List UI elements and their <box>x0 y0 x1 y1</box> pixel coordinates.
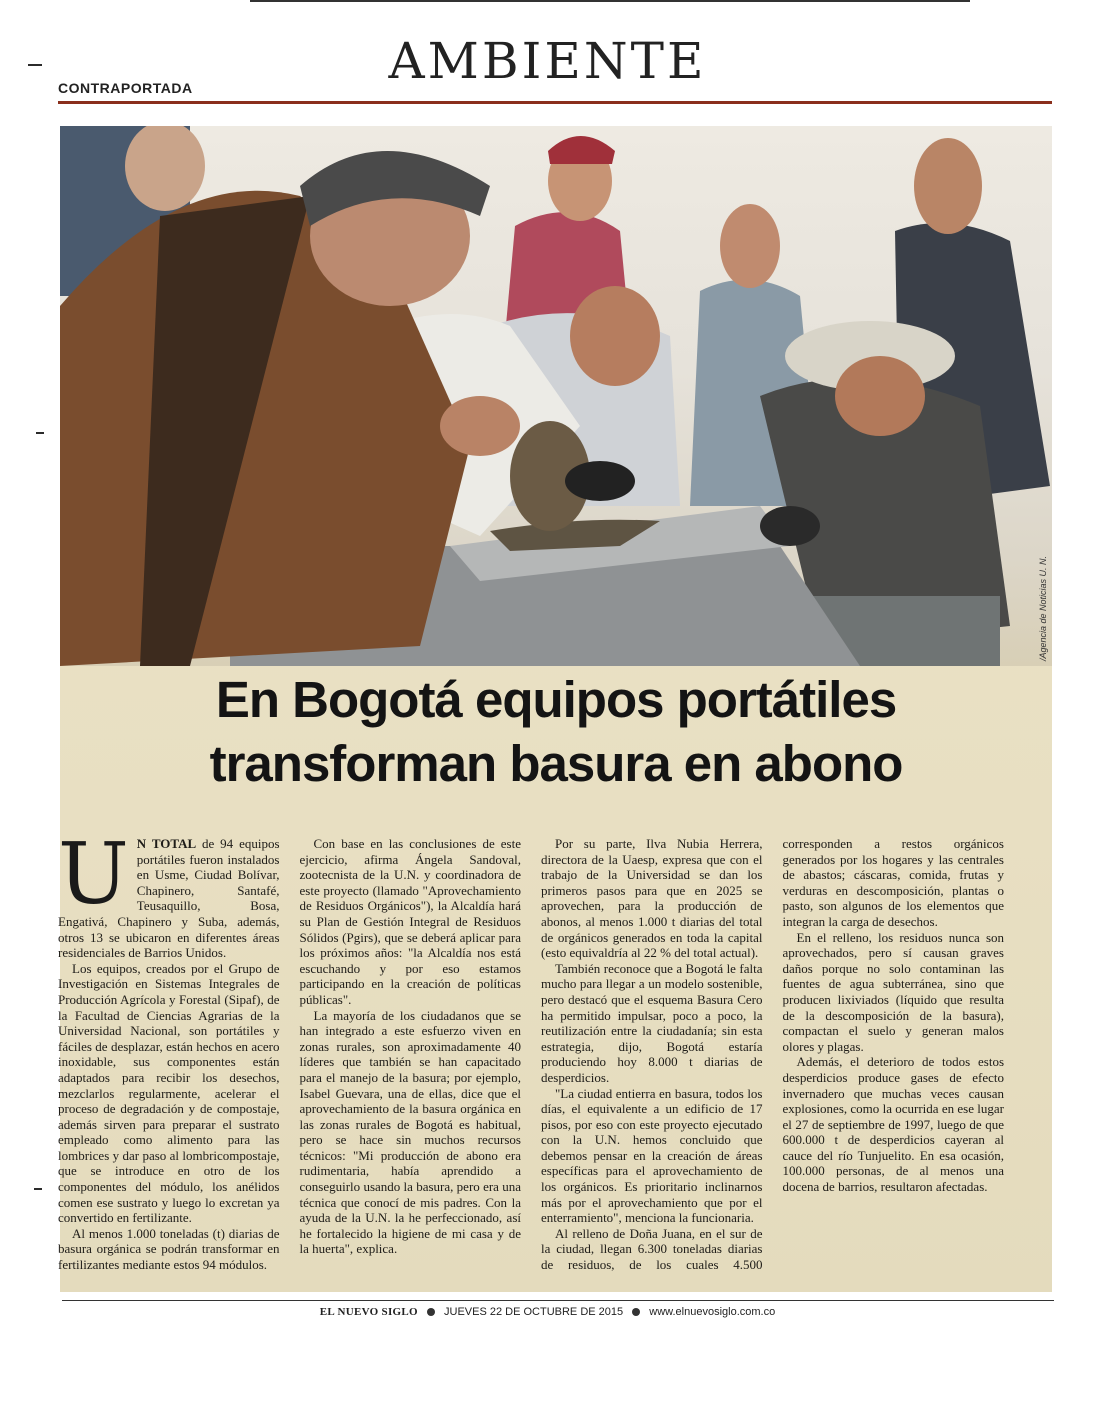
scan-mark <box>36 432 44 434</box>
footer-rule <box>62 1300 1054 1301</box>
woman-glasses-face <box>570 286 660 386</box>
body-paragraph: "La ciudad entierra en basura, todos los días, el equivalente a un edificio de 17 pisos, por eso con este proyecto ejecutado con la U.N. hemos concluido que debemos pensar en la creación de áreas específicas para el aprovechamiento de los orgánicos. Es prioritario inclinarnos más por el aprovechamiento que por el enterramiento", menciona la funcionaria. <box>541 1085 763 1226</box>
newspaper-brand: EL NUEVO SIGLO <box>319 1306 418 1318</box>
section-title: AMBIENTE <box>388 32 707 90</box>
dropcap: U <box>58 825 129 923</box>
headline-line: En Bogotá equipos portátiles <box>215 671 897 728</box>
headline-line: transforman basura en abono <box>209 735 903 792</box>
body-paragraph: Al menos 1.000 toneladas (t) diarias de basura orgánica se podrán transformar en fertilizantes mediante estos 94 módulos. <box>58 1225 280 1273</box>
lead-text: de 94 equipos portátiles fueron instalados en Usme, Ciudad Bolívar, Chapinero, Santafé, Teusaquillo, Bosa, Engativá, Chapinero y Suba, además, otros 13 se ubicaron en diferentes áreas residenciales de Barrios Unidos. <box>58 836 280 961</box>
headline <box>60 668 1052 796</box>
body-paragraph: Con base en las conclusiones de este ejercicio, afirma Ángela Sandoval, zootecnista de la U.N. y coordinadora de este proyecto (llamado "Aprovechamiento de Residuos Orgánicos"), la Alcaldía hará su Plan de Gestión Integral de Residuos Sólidos (Pgirs), que se deberá aplicar para los próximos años: "la Alcaldía nos está escuchando y por eso estamos participando en la creación de políticas públicas". <box>299 836 521 1007</box>
man-hand <box>440 396 520 456</box>
section-label: CONTRAPORTADA <box>58 80 193 96</box>
helmet <box>548 136 615 164</box>
article-photo <box>60 126 1052 666</box>
top-rule <box>250 0 970 2</box>
man-hat-face <box>835 356 925 436</box>
body-paragraph: Además, el deterioro de todos estos desperdicios produce gases de efecto invernadero que muchas veces causan explosiones, como la ocurrida en ese lugar el 27 de septiembre de 1997, luego de que 600.000 t de desperdicios cayeran al cauce del río Tunjuelito. En esa ocasión, 100.000 personas, de al menos una docena de barrios, resultaron afectadas. <box>782 1054 1004 1195</box>
lead-paragraph <box>58 825 280 961</box>
issue-date: JUEVES 22 DE OCTUBRE DE 2015 <box>444 1306 624 1318</box>
black-glove <box>565 461 635 501</box>
website-url: www.elnuevosiglo.com.co <box>649 1306 776 1318</box>
photo-credit: /Agencia de Noticias U. N. <box>1038 556 1048 662</box>
body-paragraph: La mayoría de los ciudadanos que se han integrado a este esfuerzo viven en zonas rurales, son aproximadamente 40 líderes que también se han capacitado para el manejo de la basura; por ejemplo, Isabel Guevara, una de ellas, dice que el aprovechamiento de la basura orgánica en las zonas rurales de Bogotá es habitual, pero se hace sin muchos recursos técnicos: "Mi producción de abono era rudimentaria, había aprendido a conseguirlo usando la basura, pero era una técnica que conocí de mis padres. Con la ayuda de la U.N. la he perfeccionado, así he fortalecido la higiene de mi casa y de la huerta", explica. <box>299 1007 521 1257</box>
bullet-icon <box>427 1308 435 1316</box>
black-glove <box>760 506 820 546</box>
article-body <box>58 825 1004 1286</box>
bg-face-right <box>914 138 982 234</box>
lead-bold: N TOTAL <box>136 836 197 851</box>
body-paragraph: Al relleno de Doña Juana, en el sur de la ciudad, llegan 6.300 toneladas diarias de residuos, de los cuales 4.500 corresponden a restos orgánicos generados por los hogares y las centrales de abastos; cáscaras, comida, frutas y verduras en descomposición, plantas o pasto, son algunos de los elementos que integran la carga de desechos. <box>541 836 1004 1273</box>
body-paragraph: También reconoce que a Bogotá le falta mucho para llegar a un modelo sostenible, pero destacó que el esquema Basura Cero ha permitido impulsar, poco a poco, la reutilización entre la ciudadanía; sin esta estrategia, dijo, Bogotá estaría produciendo hoy 8.000 t diarias de desperdicios. <box>541 960 763 1085</box>
bg-face-woman <box>720 204 780 288</box>
page-footer <box>0 1306 1095 1318</box>
body-paragraph: En el relleno, los residuos nunca son aprovechados, pero sí causan graves daños porque no solo contaminan las fuentes de agua subterránea, sino que producen lixiviados (líquido que resulta de la descomposición de la basura), compactan el suelo y generan malos olores y plagas. <box>782 929 1004 1054</box>
photo-illustration <box>60 126 1052 666</box>
body-paragraph: Los equipos, creados por el Grupo de Investigación en Sistemas Integrales de Producción Agrícola y Forestal (Sipaf), de la Facultad de Ciencias Agrarias de la Universidad Nacional, son portátiles y fáciles de desplazar, están hechos en acero inoxidable, sus componentes están adaptados para recibir los desechos, mezclarlos regularmente, acelerar el proceso de degradación y de compostaje, además sirven para preparar el sustrato empleado como alimento para las lombrices y dar paso al lombricompostaje, que se introduce en otro de los componentes del módulo, los anélidos comen ese sustrato y luego lo excretan ya convertido en fertilizante. <box>58 960 280 1226</box>
header-rule <box>58 101 1052 104</box>
bullet-icon <box>632 1308 640 1316</box>
body-paragraph: Por su parte, Ilva Nubia Herrera, directora de la Uaesp, expresa que con el trabajo de la Universidad se dan los primeros pasos para que en 2025 se aprovechen, para la producción de abonos, al menos 1.000 t diarias del total de orgánicos generados en toda la capital (esto equivaldría al 22 % del total actual). <box>541 836 763 961</box>
scan-mark <box>34 1188 42 1190</box>
